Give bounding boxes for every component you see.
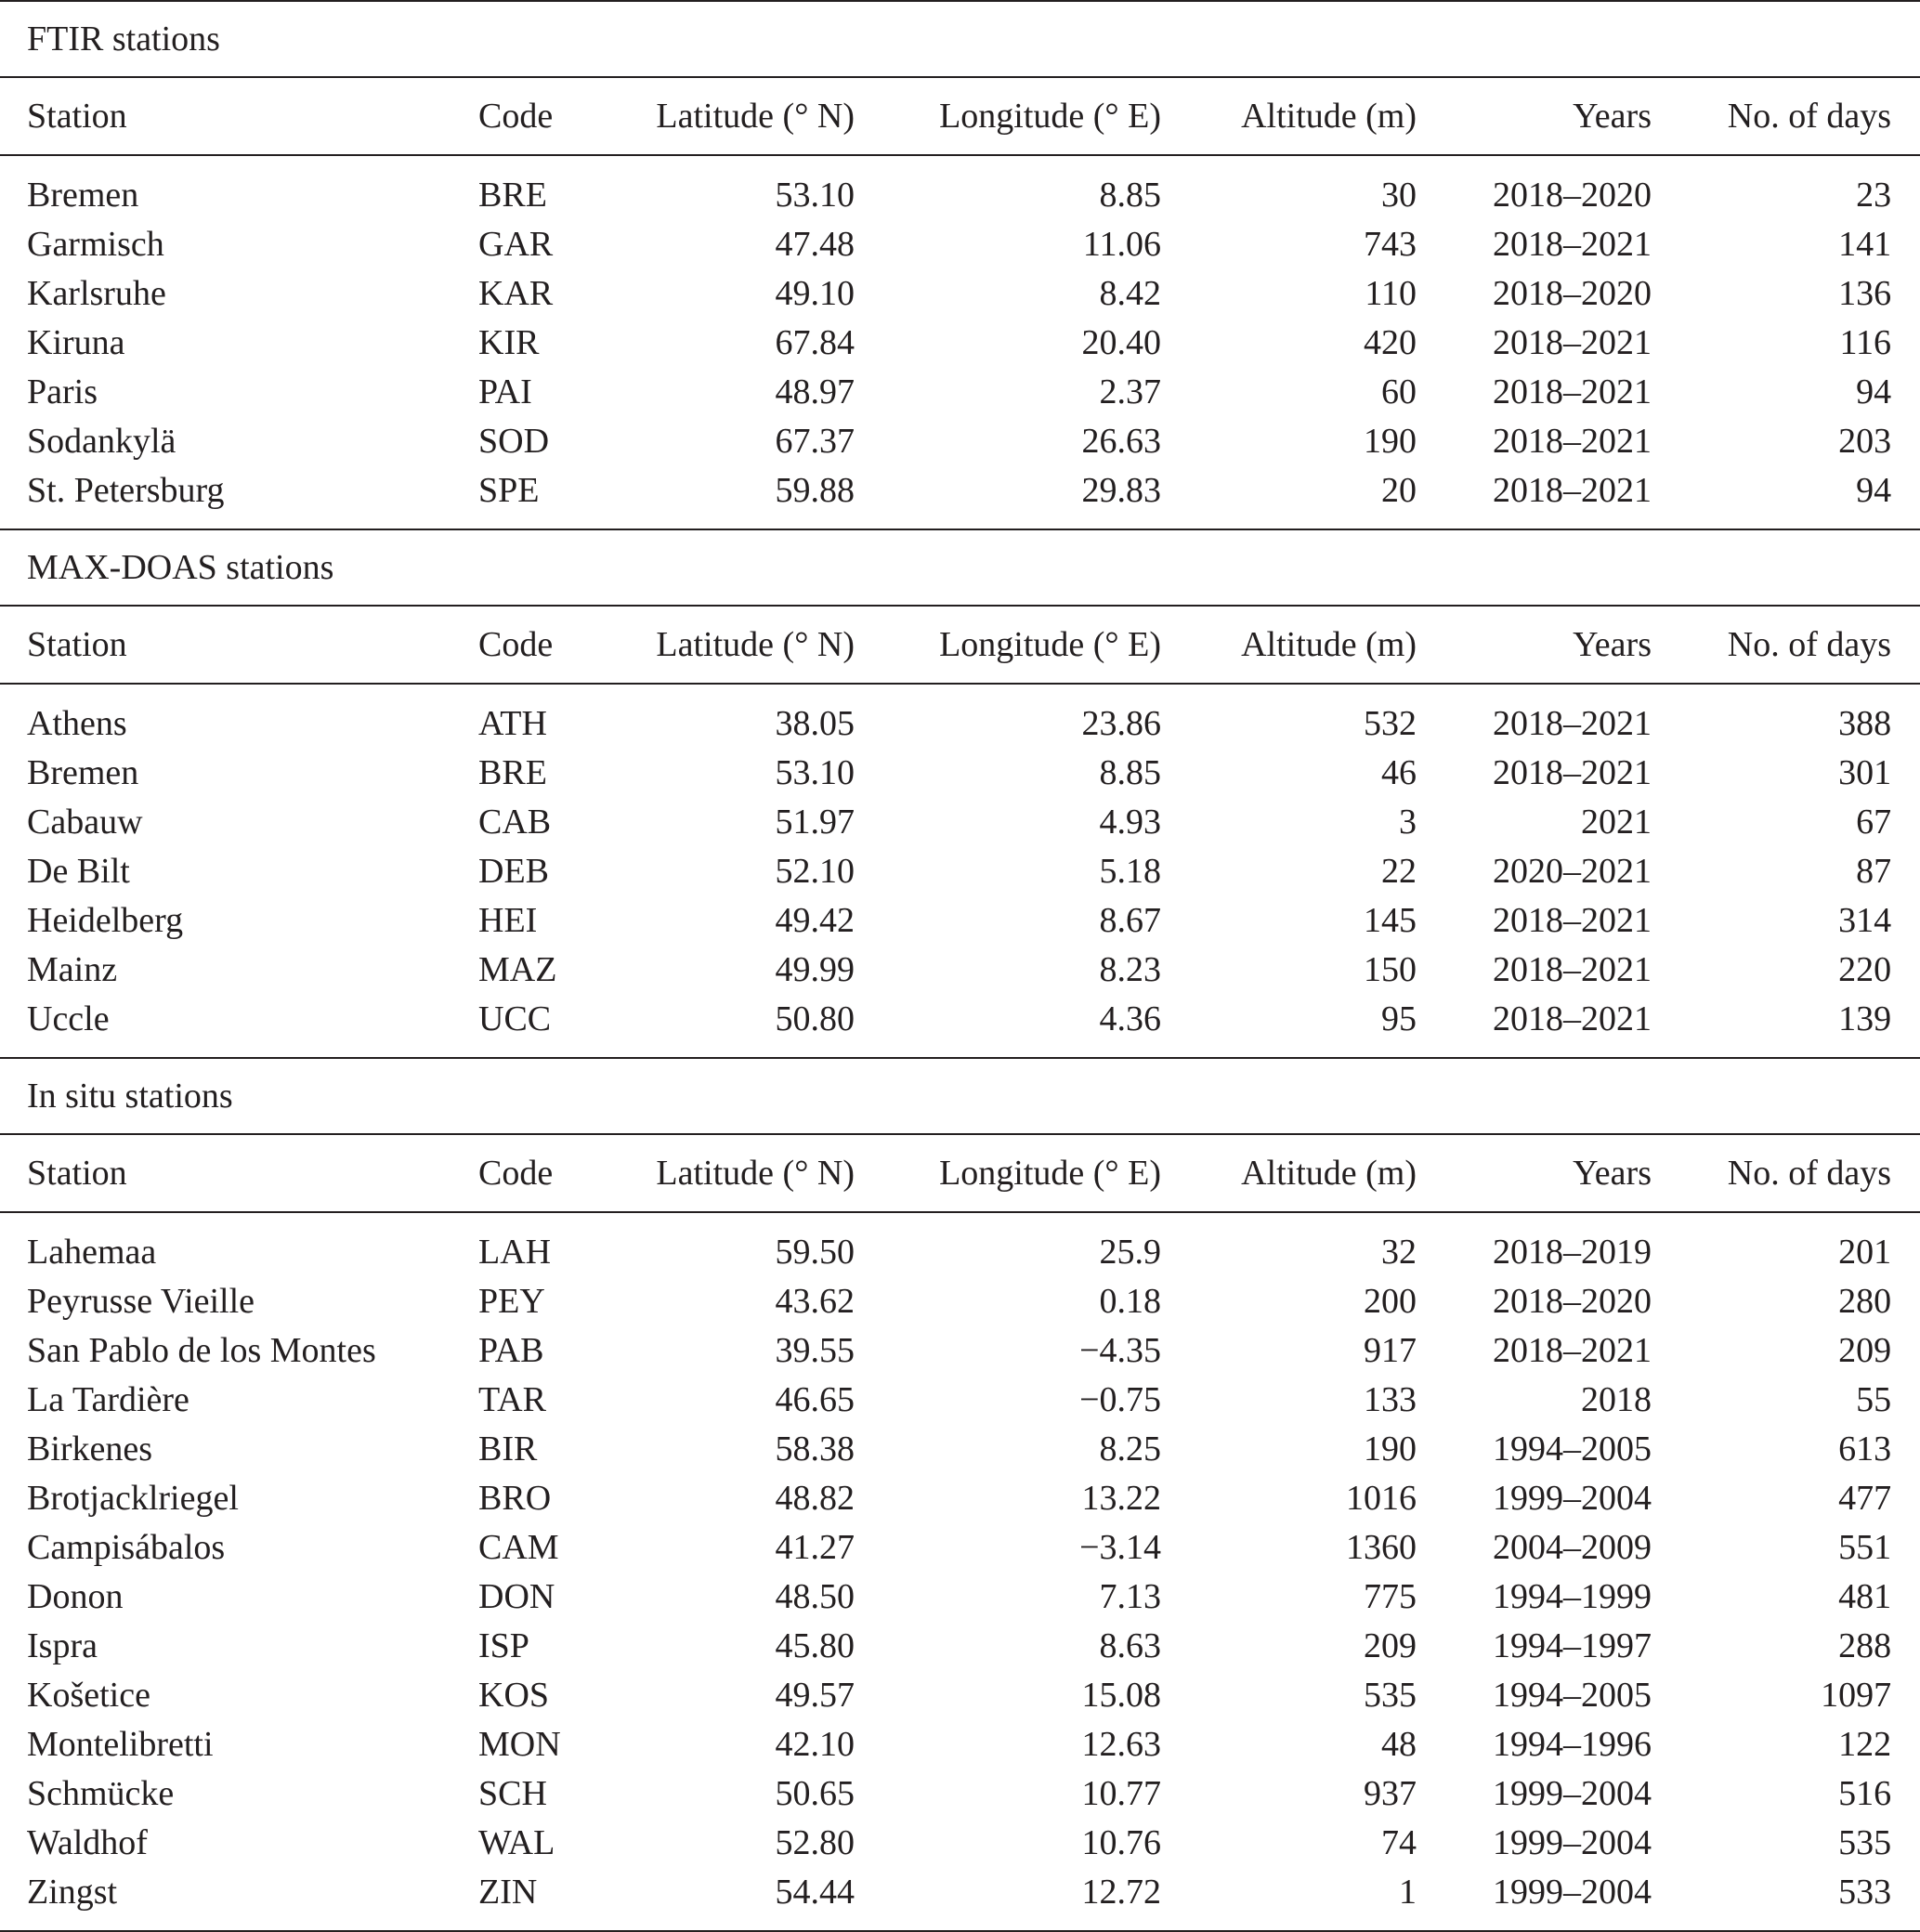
cell-longitude: 8.85 xyxy=(1099,176,1161,215)
cell-code: MON xyxy=(478,1725,561,1764)
cell-station: Bremen xyxy=(27,176,139,215)
column-header-days: No. of days xyxy=(1652,606,1920,684)
cell-altitude: 532 xyxy=(1364,704,1417,743)
column-header-latitude: Latitude (° N) xyxy=(590,1134,855,1212)
cell-altitude: 95 xyxy=(1381,999,1417,1038)
cell-code: ISP xyxy=(478,1626,529,1665)
column-header-code: Code xyxy=(478,1134,590,1212)
cell-years: 2018–2021 xyxy=(1493,901,1652,940)
column-header-days: No. of days xyxy=(1652,1134,1920,1212)
section-title: MAX-DOAS stations xyxy=(0,529,1920,606)
cell-altitude: 743 xyxy=(1364,225,1417,264)
cell-station: Lahemaa xyxy=(27,1233,157,1272)
column-header-years: Years xyxy=(1417,77,1652,155)
cell-years: 1994–1996 xyxy=(1493,1725,1652,1764)
cell-days: 201 xyxy=(1838,1233,1892,1272)
cell-years: 2018–2021 xyxy=(1493,704,1652,743)
cell-days: 116 xyxy=(1839,323,1892,362)
table-row xyxy=(0,1326,1920,1376)
column-header-code: Code xyxy=(478,606,590,684)
cell-latitude: 58.38 xyxy=(775,1429,855,1469)
column-header-years: Years xyxy=(1417,606,1652,684)
column-header-altitude: Altitude (m) xyxy=(1161,606,1417,684)
cell-latitude: 48.50 xyxy=(775,1577,855,1616)
cell-days: 477 xyxy=(1838,1479,1892,1518)
cell-longitude: 11.06 xyxy=(1082,225,1161,264)
cell-altitude: 209 xyxy=(1364,1626,1417,1665)
cell-latitude: 49.10 xyxy=(775,274,855,313)
cell-latitude: 52.10 xyxy=(775,852,855,891)
cell-altitude: 133 xyxy=(1364,1380,1417,1419)
cell-longitude: 10.76 xyxy=(1081,1823,1161,1862)
cell-years: 2020–2021 xyxy=(1493,852,1652,891)
column-header-row xyxy=(0,606,1920,684)
cell-longitude: 12.63 xyxy=(1081,1725,1161,1764)
cell-days: 481 xyxy=(1838,1577,1892,1616)
cell-station: Karlsruhe xyxy=(27,274,166,313)
cell-altitude: 1360 xyxy=(1346,1528,1417,1567)
cell-code: HEI xyxy=(478,901,538,940)
cell-code: MAZ xyxy=(478,950,557,989)
column-header-latitude: Latitude (° N) xyxy=(590,606,855,684)
table-row xyxy=(0,896,1920,946)
cell-station: Montelibretti xyxy=(27,1725,214,1764)
cell-altitude: 775 xyxy=(1364,1577,1417,1616)
cell-station: Garmisch xyxy=(27,225,164,264)
column-header-code: Code xyxy=(478,77,590,155)
section-title: In situ stations xyxy=(0,1058,1920,1134)
cell-longitude: 25.9 xyxy=(1099,1233,1161,1272)
cell-days: 67 xyxy=(1856,803,1892,842)
column-header-altitude: Altitude (m) xyxy=(1161,1134,1417,1212)
cell-latitude: 51.97 xyxy=(775,803,855,842)
cell-altitude: 190 xyxy=(1364,1429,1417,1469)
cell-code: BRE xyxy=(478,176,547,215)
cell-days: 1097 xyxy=(1821,1676,1892,1715)
cell-code: ZIN xyxy=(478,1868,590,1931)
cell-latitude: 52.80 xyxy=(775,1823,855,1862)
table-row xyxy=(0,946,1920,995)
table-row xyxy=(0,749,1920,798)
cell-days: 551 xyxy=(1838,1528,1892,1567)
cell-altitude: 150 xyxy=(1364,950,1417,989)
table-row xyxy=(0,220,1920,269)
cell-days: 136 xyxy=(1838,274,1892,313)
cell-longitude: 29.83 xyxy=(1081,471,1161,510)
cell-station: Peyrusse Vieille xyxy=(27,1282,255,1321)
cell-longitude: 4.36 xyxy=(1099,999,1161,1038)
table-row xyxy=(0,798,1920,847)
cell-latitude: 38.05 xyxy=(775,704,855,743)
table-row xyxy=(0,417,1920,466)
cell-days: 301 xyxy=(1838,753,1892,792)
cell-longitude: 8.42 xyxy=(1099,274,1161,313)
cell-years: 2018–2021 xyxy=(1493,999,1652,1038)
column-header-altitude: Altitude (m) xyxy=(1161,77,1417,155)
cell-days: 55 xyxy=(1856,1380,1892,1419)
table-row xyxy=(0,1769,1920,1819)
cell-station: Heidelberg xyxy=(27,901,184,940)
cell-latitude: 59.50 xyxy=(775,1233,855,1272)
cell-code: SOD xyxy=(478,422,550,461)
cell-latitude: 49.57 xyxy=(775,1676,855,1715)
cell-code: WAL xyxy=(478,1823,555,1862)
cell-years: 2018–2021 xyxy=(1493,372,1652,411)
cell-longitude: 2.37 xyxy=(1099,372,1161,411)
cell-days: 220 xyxy=(1838,950,1892,989)
cell-longitude: 26.63 xyxy=(1081,422,1161,461)
cell-latitude: 42.10 xyxy=(775,1725,855,1764)
cell-years: 1994–2005 xyxy=(1493,1676,1652,1715)
cell-station: La Tardière xyxy=(27,1380,189,1419)
cell-days: 388 xyxy=(1838,704,1892,743)
table-row xyxy=(0,1868,1920,1931)
cell-latitude: 43.62 xyxy=(775,1282,855,1321)
table-row xyxy=(0,1425,1920,1474)
column-header-row xyxy=(0,77,1920,155)
cell-longitude: 8.67 xyxy=(1099,901,1161,940)
cell-altitude: 1016 xyxy=(1346,1479,1417,1518)
cell-station: Cabauw xyxy=(27,803,143,842)
table-row xyxy=(0,1819,1920,1868)
cell-years: 1994–2005 xyxy=(1493,1429,1652,1469)
cell-station: Sodankylä xyxy=(27,422,176,461)
cell-days: 209 xyxy=(1838,1331,1892,1370)
cell-days: 516 xyxy=(1838,1774,1892,1813)
cell-longitude: 4.93 xyxy=(1099,803,1161,842)
cell-days: 87 xyxy=(1856,852,1892,891)
table-row xyxy=(0,847,1920,896)
cell-days: 94 xyxy=(1856,372,1892,411)
cell-station: Campisábalos xyxy=(27,1528,226,1567)
cell-years: 2018 xyxy=(1581,1380,1652,1419)
cell-longitude: 0.18 xyxy=(1099,1282,1161,1321)
cell-latitude: 49.99 xyxy=(775,950,855,989)
cell-code: LAH xyxy=(478,1233,552,1272)
cell-station: Paris xyxy=(27,372,98,411)
cell-latitude: 48.97 xyxy=(775,372,855,411)
cell-longitude: 7.13 xyxy=(1099,1577,1161,1616)
cell-code: KOS xyxy=(478,1676,550,1715)
cell-station: Bremen xyxy=(27,753,139,792)
cell-days: 314 xyxy=(1838,901,1892,940)
cell-code: PAB xyxy=(478,1331,544,1370)
cell-days: 141 xyxy=(1838,225,1892,264)
cell-code: UCC xyxy=(478,999,552,1038)
section-title: FTIR stations xyxy=(0,1,1920,77)
cell-code: CAM xyxy=(478,1528,559,1567)
cell-altitude: 32 xyxy=(1381,1233,1417,1272)
cell-years: 2018–2021 xyxy=(1493,323,1652,362)
cell-altitude: 110 xyxy=(1365,274,1417,313)
cell-code: DEB xyxy=(478,852,549,891)
cell-altitude: 145 xyxy=(1364,901,1417,940)
cell-altitude: 190 xyxy=(1364,422,1417,461)
cell-years: 2004–2009 xyxy=(1493,1528,1652,1567)
cell-latitude: 50.65 xyxy=(775,1774,855,1813)
cell-station: San Pablo de los Montes xyxy=(27,1331,376,1370)
cell-longitude: 8.23 xyxy=(1099,950,1161,989)
cell-station: Schmücke xyxy=(27,1774,175,1813)
cell-latitude: 53.10 xyxy=(775,176,855,215)
cell-code: BRE xyxy=(478,753,547,792)
section-title-row xyxy=(0,1058,1920,1134)
cell-years: 2018–2021 xyxy=(1493,753,1652,792)
cell-longitude: 15.08 xyxy=(1081,1676,1161,1715)
cell-latitude: 49.42 xyxy=(775,901,855,940)
cell-latitude: 39.55 xyxy=(775,1331,855,1370)
cell-years: 1999–2004 xyxy=(1493,1774,1652,1813)
cell-longitude: 20.40 xyxy=(1081,323,1161,362)
cell-station: Donon xyxy=(27,1577,124,1616)
cell-years: 2018–2020 xyxy=(1493,1282,1652,1321)
column-header-station: Station xyxy=(0,77,478,155)
cell-years: 2018–2020 xyxy=(1493,176,1652,215)
table-row xyxy=(0,1573,1920,1622)
column-header-days: No. of days xyxy=(1652,77,1920,155)
table-row xyxy=(0,1474,1920,1523)
table-row xyxy=(0,368,1920,417)
cell-longitude: 8.85 xyxy=(1099,753,1161,792)
stations-table-body xyxy=(0,1,1920,1931)
cell-altitude: 48 xyxy=(1381,1725,1417,1764)
cell-latitude: 67.37 xyxy=(775,422,855,461)
column-header-years: Years xyxy=(1417,1134,1652,1212)
cell-station: Birkenes xyxy=(27,1429,153,1469)
cell-days: 613 xyxy=(1838,1429,1892,1469)
cell-station: Athens xyxy=(27,704,127,743)
cell-latitude: 46.65 xyxy=(775,1380,855,1419)
cell-longitude: 8.25 xyxy=(1099,1429,1161,1469)
cell-altitude: 1 xyxy=(1161,1868,1417,1931)
cell-years: 1999–2004 xyxy=(1493,1479,1652,1518)
section-title-row xyxy=(0,529,1920,606)
cell-code: KIR xyxy=(478,323,540,362)
cell-code: PEY xyxy=(478,1282,545,1321)
cell-altitude: 535 xyxy=(1364,1676,1417,1715)
cell-days: 288 xyxy=(1838,1626,1892,1665)
column-header-latitude: Latitude (° N) xyxy=(590,77,855,155)
cell-code: SCH xyxy=(478,1774,547,1813)
cell-latitude: 50.80 xyxy=(775,999,855,1038)
cell-years: 2018–2021 xyxy=(1493,471,1652,510)
column-header-longitude: Longitude (° E) xyxy=(855,1134,1161,1212)
cell-days: 535 xyxy=(1838,1823,1892,1862)
cell-latitude: 47.48 xyxy=(775,225,855,264)
cell-days: 533 xyxy=(1652,1868,1920,1931)
cell-days: 23 xyxy=(1856,176,1892,215)
cell-longitude: −0.75 xyxy=(1079,1380,1161,1419)
cell-years: 2021 xyxy=(1581,803,1652,842)
cell-altitude: 420 xyxy=(1364,323,1417,362)
cell-station: Košetice xyxy=(27,1676,150,1715)
cell-years: 2018–2020 xyxy=(1493,274,1652,313)
cell-code: GAR xyxy=(478,225,554,264)
cell-longitude: 23.86 xyxy=(1081,704,1161,743)
cell-latitude: 48.82 xyxy=(775,1479,855,1518)
cell-altitude: 917 xyxy=(1364,1331,1417,1370)
cell-altitude: 22 xyxy=(1381,852,1417,891)
table-row xyxy=(0,1277,1920,1326)
column-header-station: Station xyxy=(0,606,478,684)
cell-days: 203 xyxy=(1838,422,1892,461)
cell-code: SPE xyxy=(478,471,540,510)
table-row xyxy=(0,466,1920,529)
cell-altitude: 30 xyxy=(1381,176,1417,215)
table-row xyxy=(0,319,1920,368)
cell-longitude: 13.22 xyxy=(1081,1479,1161,1518)
cell-code: DON xyxy=(478,1577,555,1616)
table-row xyxy=(0,155,1920,220)
cell-years: 2018–2021 xyxy=(1493,950,1652,989)
column-header-row xyxy=(0,1134,1920,1212)
cell-longitude: 10.77 xyxy=(1081,1774,1161,1813)
cell-altitude: 937 xyxy=(1364,1774,1417,1813)
cell-altitude: 3 xyxy=(1399,803,1417,842)
cell-longitude: 12.72 xyxy=(855,1868,1161,1931)
cell-station: Kiruna xyxy=(27,323,125,362)
cell-station: Mainz xyxy=(27,950,118,989)
cell-station: Uccle xyxy=(27,999,110,1038)
table-row xyxy=(0,995,1920,1058)
table-row xyxy=(0,1622,1920,1671)
column-header-longitude: Longitude (° E) xyxy=(855,606,1161,684)
cell-altitude: 74 xyxy=(1381,1823,1417,1862)
cell-years: 2018–2021 xyxy=(1493,225,1652,264)
cell-code: PAI xyxy=(478,372,532,411)
cell-altitude: 60 xyxy=(1381,372,1417,411)
table-row xyxy=(0,1720,1920,1769)
cell-code: KAR xyxy=(478,274,554,313)
cell-longitude: 8.63 xyxy=(1099,1626,1161,1665)
cell-years: 2018–2019 xyxy=(1493,1233,1652,1272)
cell-station: Waldhof xyxy=(27,1823,148,1862)
cell-latitude: 53.10 xyxy=(775,753,855,792)
cell-latitude: 67.84 xyxy=(775,323,855,362)
table-row xyxy=(0,269,1920,319)
cell-years: 1999–2004 xyxy=(1417,1868,1652,1931)
cell-years: 2018–2021 xyxy=(1493,422,1652,461)
cell-code: ATH xyxy=(478,704,547,743)
cell-altitude: 20 xyxy=(1381,471,1417,510)
cell-latitude: 41.27 xyxy=(775,1528,855,1567)
table-row xyxy=(0,1212,1920,1277)
section-title-row xyxy=(0,1,1920,77)
cell-longitude: −4.35 xyxy=(1079,1331,1161,1370)
cell-longitude: 5.18 xyxy=(1099,852,1161,891)
cell-altitude: 200 xyxy=(1364,1282,1417,1321)
table-row xyxy=(0,684,1920,749)
cell-station: Zingst xyxy=(0,1868,478,1931)
cell-years: 1999–2004 xyxy=(1493,1823,1652,1862)
cell-years: 1994–1999 xyxy=(1493,1577,1652,1616)
cell-altitude: 46 xyxy=(1381,753,1417,792)
cell-code: BIR xyxy=(478,1429,538,1469)
table-row xyxy=(0,1376,1920,1425)
cell-longitude: −3.14 xyxy=(1079,1528,1161,1567)
cell-days: 94 xyxy=(1856,471,1892,510)
cell-latitude: 54.44 xyxy=(590,1868,855,1931)
cell-code: BRO xyxy=(478,1479,552,1518)
cell-station: Ispra xyxy=(27,1626,98,1665)
cell-station: Brotjacklriegel xyxy=(27,1479,239,1518)
cell-days: 139 xyxy=(1838,999,1892,1038)
table-row xyxy=(0,1671,1920,1720)
cell-code: TAR xyxy=(478,1380,546,1419)
column-header-station: Station xyxy=(0,1134,478,1212)
cell-latitude: 45.80 xyxy=(775,1626,855,1665)
cell-years: 1994–1997 xyxy=(1493,1626,1652,1665)
cell-years: 2018–2021 xyxy=(1493,1331,1652,1370)
cell-station: St. Petersburg xyxy=(27,471,225,510)
column-header-longitude: Longitude (° E) xyxy=(855,77,1161,155)
cell-days: 280 xyxy=(1838,1282,1892,1321)
table-row xyxy=(0,1523,1920,1573)
cell-station: De Bilt xyxy=(27,852,130,891)
cell-latitude: 59.88 xyxy=(775,471,855,510)
cell-code: CAB xyxy=(478,803,552,842)
cell-days: 122 xyxy=(1838,1725,1892,1764)
